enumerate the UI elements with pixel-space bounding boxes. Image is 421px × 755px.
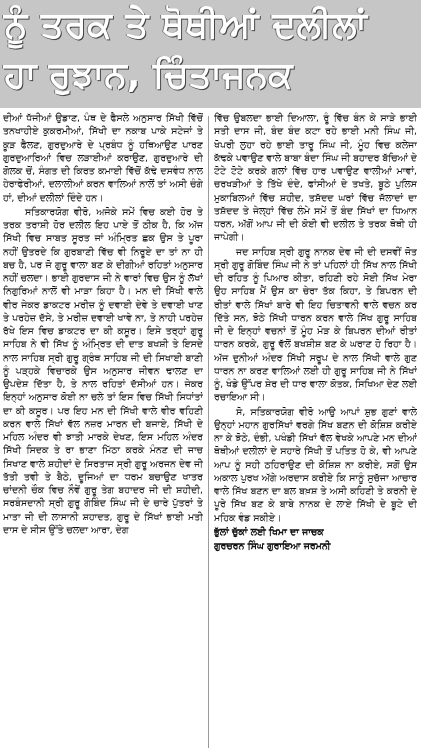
paragraph: ਵਿੱਚ ਉਬਲਦਾ ਭਾਈ ਦਿਆਲਾ, ਰੂੰ ਵਿੱਚ ਬੰਨ ਕੇ ਸਾੜੇ ਭਾਈ ਸਤੀ ਦਾਸ ਜੀ, ਬੰਦ ਬੰਦ ਕਟਾ ਰਹੇ ਭਾਈ ਮਨੀ ਸਿੰਘ ਜੀ, ਖੋਪਰੀ ਲੁਹਾ ਰਹੇ ਭਾਈ ਤਾਰੂ ਸਿੰਘ ਜੀ, ਮੂੰਹ ਵਿਚ ਕਲੇਜਾ ਕੱਢਕੇ ਪਵਾਉਣ ਵਾਲੇ ਬਾਬਾ ਬੰਦਾ ਸਿੰਘ ਜੀ ਬਹਾਦਰ ਬੱਚਿਆਂ ਦੇ ਟੋਟੇ ਟੋਟੇ ਕਰਕੇ ਗਲਾਂ ਵਿੱਚ ਹਾਰ ਪਵਾਉਣ ਵਾਲੀਆਂ ਮਾਵਾਂ, ਚਰਖੜੀਆਂ ਤੇ ਤਿੱਖੇ ਦੰਦੇ, ਫਾਂਸੀਆਂ ਦੇ ਤਖਤੇ, ਬੂਠੇ ਪੁਲਿਸ ਮੁਕਾਬਿਲਆਂ ਵਿੱਚ ਸ਼ਹੀਦ, ਤਸ਼ੱਦਦ ਘਰਾਂ ਵਿੱਚ ਜੱਲਾਦਾਂ ਦਾ ਤਸ਼ੱਦਦ ਤੇ ਜੇਲ੍ਹਾਂ ਵਿੱਚ ਲੰਮੇ ਸਮੇਂ ਤੋਂ ਬੰਦ ਸਿੱਖਾਂ ਦਾ ਧਿਆਨ ਧਰਨ, ਅੱਗੋਂ ਆਪ ਜੀ ਦੀ ਕੋਈ ਵੀ ਦਲੀਲ ਤੇ ਤਰਕ ਥੋਥੀ ਹੀ ਜਾਪੇਗੀ।: [214, 113, 417, 244]
paragraph: ਸਤਿਕਾਰਯੋਗ ਵੀਰੋ, ਅਜੋਕੇ ਸਮੇਂ ਵਿਚ ਕਈ ਹੋਰ ਤੇ ਤਰਕ ਤਰਾਸ਼ੀ ਹੋਰ ਦਲੀਲ ਇਹ ਪਾਏ ਤੋਂ ਠੀਕ ਹੈ, ਕਿ ਅੱਜ ਸਿੱਖੀ ਵਿਚ ਸਾਬਤ ਸੂਰਤ ਜਾਂ ਅੰਮ੍ਰਿਤ ਛਕ ਉਸ ਤੇ ਪੂਰਾ ਨਹੀਂ ਉਤਰਦੇ ਕਿ ਗੁਰਬਾਣੀ ਵਿੱਚ ਵੀ ਨਿਰੂਏ ਦਾ ਤਾਂ ਨਾ ਹੀ ਬਚ ਹੈ, ਪਰ ਜੋ ਗੁਰੂ ਵਾਲਾ ਬਣ ਕੇ ਦੀਗੀਆਂ ਰਹਿਤਾਂ ਅਨੁਸਾਰ ਨਹੀਂ ਚਲਦਾ। ਭਾਈ ਗੁਰਦਾਸ ਜੀ ਨੇ ਵਾਰਾਂ ਵਿਚ ਉਸ ਨੂੰ ਲੱਖਾਂ ਨਿਗੁਰਿਆਂ ਨਾਲੋਂ ਵੀ ਮਾੜਾ ਕਿਹਾ ਹੈ। ਮਨ ਦੀ ਸਿੱਖੀ ਵਾਲੇ ਵੀਰ ਜੇਕਰ ਡਾਕਟਰ ਮਰੀਜ਼ ਨੂੰ ਦਵਾਈ ਦੇਵੇ ਤੇ ਦਵਾਈ ਖਾਣ ਤੇ ਪਰਹੇਜ਼ ਦੱਸੇ, ਤੇ ਮਰੀਜ਼ ਦਵਾਈ ਖਾਵੇ ਨਾ, ਤੇ ਨਾਹੀ ਪਰਹੇਜ਼ ਰੱਖੇ ਇਸ ਵਿਚ ਡਾਕਟਰ ਦਾ ਕੀ ਕਸੂਰ। ਇਸੇ ਤਰ੍ਹਾਂ ਗੁਰੂ ਸਾਹਿਬ ਨੇ ਵੀ ਸਿੱਖ ਨੂੰ ਅੰਮ੍ਰਿਤ ਦੀ ਦਾਤ ਬਖਸ਼ੀ ਤੇ ਇਸਦੇ ਨਾਲ ਸਾਹਿਬ ਸ੍ਰੀ ਗੁਰੂ ਗ੍ਰੰਥ ਸਾਹਿਬ ਜੀ ਦੀ ਸਿਖਾਈ ਬਾਣੀ ਨੂੰ ਪੜ੍ਹਕੇ ਵਿਚਾਰਕੇ ਉਸ ਅਨੁਸਾਰ ਜੀਵਨ ਢਾਲਣ ਦਾ ਉਪਦੇਸ਼ ਦਿੱਤਾ ਹੈ, ਤੇ ਨਾਲ ਰਹਿਤਾਂ ਦੱਸੀਆਂ ਹਨ। ਜੇਕਰ ਇਨ੍ਹਾਂ ਅਨੁਸਾਰ ਕੋਈ ਨਾ ਚਲੇ ਤਾਂ ਇਸ ਵਿਚ ਸਿੱਖੀ ਸਿਧਾਂਤਾਂ ਦਾ ਕੀ ਕਸੂਰ। ਪਰ ਇਹ ਮਨ ਦੀ ਸਿੱਖੀ ਵਾਲੇ ਵੀਰ ਵਹਿਣੀ ਕਰਨ ਵਾਲੇ ਸਿੱਖਾਂ ਵੱਲ ਨਜ਼ਰ ਮਾਰਨ ਦੀ ਬਜਾਏ, ਸਿੱਖੀ ਦੇ ਮਹਿਲ ਅੰਦਰ ਵੀ ਝਾਤੀ ਮਾਰਕੇ ਦੇਖਣ, ਇਸ ਮਹਿਲ ਅੰਦਰ ਸਿੱਖੀ ਸਿਦਕ ਤੇ ਰਾ ਭਾਣਾ ਮਿੱਠਾ ਕਰਕੇ ਮੰਨਣ ਦੀ ਜਾਚ ਸਿਖਾਣ ਵਾਲੇ ਸ਼ਹੀਦਾਂ ਦੇ ਸਿਰਤਾਜ ਸ੍ਰੀ ਗੁਰੂ ਅਰਜਨ ਦੇਵ ਜੀ ਤੱਤੀ ਤਵੀ ਤੇ ਬੈਠੇ, ਦੂਜਿਆਂ ਦਾ ਧਰਮ ਬਚਾਉਣ ਖਾਤਰ ਚਾਂਦਨੀ ਚੌਕ ਵਿਚ ਨੌਵੇਂ ਗੁਰੂ ਤੇਗ ਬਹਾਦਰ ਜੀ ਦੀ ਸ਼ਹੀਦੀ, ਸਰਬੰਸਦਾਨੀ ਸ੍ਰੀ ਗੁਰੂ ਗੋਬਿੰਦ ਸਿੰਘ ਜੀ ਦੇ ਚਾਰੇ ਪੁੱਤਰਾਂ ਤੇ ਮਾਤਾ ਜੀ ਦੀ ਲਾਸਾਨੀ ਸ਼ਹਾਦਤ, ਗੁਰੂ ਦੇ ਸਿੱਖਾਂ ਭਾਈ ਮਤੀ ਦਾਸ ਦੇ ਸੀਸ ਉੱਤੇ ਚਲਦਾ ਆਰਾ, ਦੇਗ: [3, 206, 203, 536]
article-column-left: [3, 112, 203, 750]
article-body: [3, 112, 418, 750]
article-column-right: [214, 112, 417, 750]
paragraph: ਜਦ ਸਾਹਿਬ ਸ੍ਰੀ ਗੁਰੂ ਨਾਨਕ ਦੇਵ ਜੀ ਦੀ ਦਸਵੀਂ ਜੋਤ ਸ੍ਰੀ ਗੁਰੂ ਗੋਬਿੰਦ ਸਿੰਘ ਜੀ ਨੇ ਤਾਂ ਪਹਿਲਾਂ ਹੀ ਸਿੱਖ ਨਾਲ ਸਿੱਖੀ ਦੀ ਰਹਿਤ ਨੂੰ ਪਿਆਰ ਕੀਤਾ, ਰਹਿਣੀ ਰਹੇ ਸੋਈ ਸਿੱਖ ਮੇਰਾ ਉਹ ਸਾਹਿਬ ਮੈਂ ਉਸ ਕਾ ਚੇਰਾ ਤੱਕ ਕਿਹਾ, ਤੇ ਬਿਪਰਨ ਦੀ ਰੀਤਾਂ ਵਾਲੇ ਸਿੱਖਾਂ ਬਾਰੇ ਵੀ ਇਹ ਚਿਤਾਵਨੀ ਵਾਲੇ ਵਚਨ ਕਰ ਦਿੱਤੇ ਸਨ, ਝੋਠੇ ਸਿੱਖੀ ਧਾਰਨ ਕਰਨ ਵਾਲੇ ਸਿੱਖ ਗੁਰੂ ਸਾਹਿਬ ਜੀ ਦੇ ਇਨ੍ਹਾਂ ਵਚਨਾਂ ਤੋਂ ਮੂੰਹ ਮੋੜ ਕੇ ਬਿਪਰਨ ਦੀਆਂ ਰੀਤਾਂ ਧਾਰਨ ਕਰਕੇ, ਗੁਰੂ ਵੱਲੋਂ ਬਖਸ਼ੀਸ਼ ਬਣ ਕੇ ਘਰਾਣ ਹੋ ਰਿਹਾ ਹੈ। ਅੱਜ ਦੁਨੀਆਂ ਅੰਦਰ ਸਿੱਖੀ ਸਰੂਪ ਦੇ ਨਾਲ ਸਿੱਖੀ ਵਾਲੇ ਗੁਣ ਧਾਰਨ ਨਾ ਕਰਣ ਵਾਲਿਆਂ ਲਈ ਹੀ ਗੁਰੂ ਸਾਹਿਬ ਜੀ ਨੇ ਸਿੱਖਾਂ ਨੂੰ, ਖੰਡੇ ਉੱਪਰ ਸ਼ੇਰ ਦੀ ਧਾਰ ਵਾਲਾ ਕੋਤਕ, ਸਿਖਿਆ ਦੇਣ ਲਈ ਰਚਾਇਆ ਸੀ।: [214, 246, 417, 404]
author-byline: ਗੁਰਚਰਨ ਸਿੰਘ ਗੁਰਾਇਆ ਜਰਮਨੀ: [214, 541, 331, 552]
headline-line-2: ਹਾ ਰੁਝਾਨ, ਚਿੰਤਾਜਨਕ: [4, 55, 293, 96]
closing-line: ਭੁੱਲਾਂ ਚੁੱਕਾਂ ਲਈ ਖਿਮਾ ਦਾ ਜਾਚਕ: [214, 526, 324, 538]
paragraph: ਸੋ, ਸਤਿਕਾਰਯੋਗ ਵੀਰੋ ਆਉ ਆਪਾਂ ਸ਼ੁਭ ਗੁਣਾਂ ਵਾਲੇ ਉਨ੍ਹਾਂ ਮਹਾਨ ਗੁਰਸਿੱਖਾਂ ਵਰਗੇ ਸਿੱਖ ਬਣਨ ਦੀ ਕੋਸ਼ਿਸ਼ ਕਰੀਏ ਨਾ ਕੇ ਝੋਠੇ, ਦੰਭੀ, ਪਖੰਡੀ ਸਿੱਖਾਂ ਵੱਲ ਵੇਖਕੇ ਆਪਣੇ ਮਨ ਦੀਆਂ ਥੋਥੀਆਂ ਦਲੀਲਾਂ ਦੇ ਸਹਾਰੇ ਸਿੱਖੀ ਤੋਂ ਪਤਿਤ ਹੋ ਕੇ, ਵੀ ਆਪਣੇ ਆਪ ਨੂੰ ਸਹੀ ਠਹਿਰਾਉਣ ਦੀ ਕੋਸ਼ਿਸ਼ ਨਾ ਕਰੀਏ, ਸਗੋਂ ਉਸ ਅਕਾਲ ਪੁਰਖ ਅੱਗੇ ਅਰਦਾਸ ਕਰੀਏ ਕਿ ਸਾਨੂੰ ਸੁਚੱਜਾ ਆਚਾਰ ਵਾਲੇ ਸਿੱਖ ਬਣਨ ਦਾ ਬਲ ਬਖ਼ਸ਼ ਤੇ ਅਸੀ ਕਹਿਣੀ ਤੇ ਕਰਨੀ ਦੇ ਪੂਰੇ ਸਿੱਖ ਬਣ ਕੇ ਬਾਬੇ ਨਾਨਕ ਦੇ ਲਾਏ ਸਿੱਖੀ ਦੇ ਬੂਟੇ ਦੀ ਮਹਿਕ ਵੰਡ ਸਕੀਏ।: [214, 406, 417, 524]
paragraph: ਦੀਆਂ ਧੱਜੀਆਂ ਉਡਾਣ, ਪੰਥ ਦੇ ਫੈਸਲੇ ਅਨੁਸਾਰ ਸਿੱਖੀ ਵਿੱਚੋਂ ਤਨਖਾਹੀਏ ਕੁਕਰਮੀਆਂ, ਸਿੱਖੀ ਦਾ ਨਕਾਬ ਪਾਕੇ ਸਟੇਜਾਂ ਤੇ ਕੂੜ ਫੈਲਣ, ਗੁਰਦੁਆਰੇ ਦੇ ਪ੍ਰਬੰਧ ਨੂੰ ਹਥਿਆਉਣ ਪਾਰਣ ਗੁਰਦੁਆਰਿਆਂ ਵਿਚ ਲੜਾਈਆਂ ਕਰਾਉਣ, ਗੁਰਦੁਆਰੇ ਦੀ ਗੋਲਕ ਚੋਂ, ਸੰਗਤ ਦੀ ਕਿਰਤ ਕਮਾਈ ਵਿੱਚੋਂ ਕੱਢੇ ਦਸਵੰਧ ਨਾਲ ਹੇਰਾਫੇਰੀਆਂ, ਦਲਾਲੀਆਂ ਕਰਨ ਵਾਲਿਆਂ ਨਾਲੋਂ ਤਾਂ ਅਸੀ ਚੰਗੇ ਹਾਂ, ਦੀਆਂ ਦਲੀਲਾਂ ਦਿੰਦੇ ਹਨ।: [3, 113, 203, 204]
column-divider: [208, 116, 209, 748]
headline-line-1: ਨੂੰ ਤਰਕ ਤੇ ਥੋਥੀਆਂ ਦਲੀਲਾਂ: [4, 5, 368, 46]
headline-banner: [0, 0, 421, 108]
